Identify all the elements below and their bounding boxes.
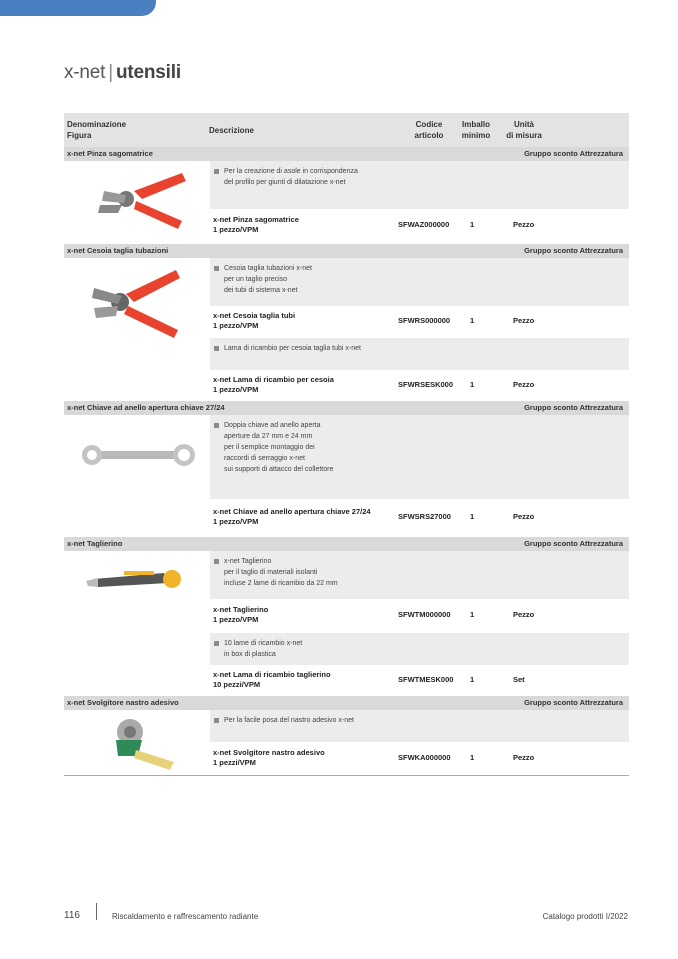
table-header xyxy=(64,113,629,147)
product-code: SFWKA000000 xyxy=(398,753,451,762)
product-line xyxy=(210,499,629,537)
table-row xyxy=(64,551,629,696)
title-prefix: x-net xyxy=(64,62,106,83)
product-unit: Pezzo xyxy=(513,220,535,229)
product-line xyxy=(210,742,629,775)
product-qty: 1 xyxy=(470,753,475,762)
footer-divider xyxy=(96,903,97,920)
item-note: 10 lame di ricambio x-net in box di plastica xyxy=(210,633,629,665)
product-code: SFWSRS27000 xyxy=(398,512,451,521)
product-qty: 1 xyxy=(470,610,475,619)
product-line xyxy=(210,665,629,696)
item-note: Doppia chiave ad anello aperta aperture da 27 mm e 24 mm per il semplice montaggio dei raccordi di serraggio x-net sui supporti di attacco del collettore xyxy=(210,415,629,499)
item-note: Per la creazione di asole in corrispondenza del profilo per giunti di dilatazione x-net xyxy=(210,161,629,209)
section-header: x-net Pinza sagomatrice Gruppo sconto Attrezzatura xyxy=(64,147,629,161)
table-row xyxy=(64,415,629,537)
product-pack: 1 pezzo/VPM xyxy=(213,615,259,624)
product-unit: Pezzo xyxy=(513,380,535,389)
section-header: x-net Svolgitore nastro adesivo Gruppo sconto Attrezzatura xyxy=(64,696,629,710)
footer-right-text: Catalogo prodotti I/2022 xyxy=(542,912,628,921)
ring-spanner-image xyxy=(64,415,209,495)
product-name: x-net Lama di ricambio taglierino xyxy=(213,670,331,679)
product-pack: 1 pezzo/VPM xyxy=(213,321,259,330)
product-qty: 1 xyxy=(470,675,475,684)
product-pack: 1 pezzo/VPM xyxy=(213,517,259,526)
product-unit: Pezzo xyxy=(513,316,535,325)
title-main: utensili xyxy=(116,62,181,83)
item-note: x-net Taglierino per il taglio di materiali isolanti incluse 2 lame di ricambio da 22 mm xyxy=(210,551,629,599)
item-note: Per la facile posa del nastro adesivo x-net xyxy=(210,710,629,742)
header-unit: Unità di misura xyxy=(506,120,542,140)
product-pack: 1 pezzi/VPM xyxy=(213,758,256,767)
product-pack: 1 pezzo/VPM xyxy=(213,225,259,234)
product-code: SFWTM000000 xyxy=(398,610,451,619)
title-separator: | xyxy=(108,62,113,83)
footer-left-text: Riscaldamento e raffrescamento radiante xyxy=(112,912,259,921)
product-name: x-net Svolgitore nastro adesivo xyxy=(213,748,325,757)
product-line xyxy=(210,209,629,244)
product-name: x-net Cesoia taglia tubi xyxy=(213,311,296,320)
product-table xyxy=(64,113,629,775)
product-qty: 1 xyxy=(470,512,475,521)
table-row xyxy=(64,710,629,775)
product-name: x-net Taglierino xyxy=(213,605,269,614)
product-qty: 1 xyxy=(470,220,475,229)
pipe-cutter-image xyxy=(64,258,209,348)
product-name: x-net Pinza sagomatrice xyxy=(213,215,299,224)
product-code: SFWRSESK000 xyxy=(398,380,454,389)
product-code: SFWAZ000000 xyxy=(398,220,450,229)
page-title xyxy=(64,62,181,84)
page-number: 116 xyxy=(64,910,80,921)
table-row xyxy=(64,161,629,244)
header-code: Codice articolo xyxy=(414,120,444,140)
product-line xyxy=(210,306,629,338)
product-code: SFWRS000000 xyxy=(398,316,451,325)
product-code: SFWTMESK000 xyxy=(398,675,454,684)
item-note: Lama di ricambio per cesoia taglia tubi x-net xyxy=(210,338,629,370)
section-header: x-net Taglierino Gruppo sconto Attrezzatura xyxy=(64,537,629,551)
crimping-pliers-image xyxy=(64,161,209,244)
product-name: x-net Lama di ricambio per cesoia xyxy=(213,375,334,384)
product-pack: 10 pezzi/VPM xyxy=(213,680,261,689)
product-line xyxy=(210,370,629,401)
product-line xyxy=(210,599,629,633)
product-qty: 1 xyxy=(470,380,475,389)
table-row xyxy=(64,258,629,401)
tape-dispenser-image xyxy=(64,710,209,775)
header-name: Denominazione Figura xyxy=(67,120,127,140)
top-tab-decoration xyxy=(0,0,156,16)
utility-knife-image xyxy=(64,551,209,611)
section-header: x-net Chiave ad anello apertura chiave 27/24 Gruppo sconto Attrezzatura xyxy=(64,401,629,415)
header-desc: Descrizione xyxy=(209,126,254,135)
product-unit: Set xyxy=(513,675,525,684)
product-name: x-net Chiave ad anello apertura chiave 27/24 xyxy=(213,507,371,516)
header-pack: Imballo minimo xyxy=(461,120,491,140)
product-unit: Pezzo xyxy=(513,753,535,762)
product-pack: 1 pezzo/VPM xyxy=(213,385,259,394)
item-note: Cesoia taglia tubazioni x-net per un taglio preciso dei tubi di sistema x-net xyxy=(210,258,629,306)
table-bottom-rule xyxy=(64,775,629,776)
product-qty: 1 xyxy=(470,316,475,325)
product-unit: Pezzo xyxy=(513,512,535,521)
section-header: x-net Cesoia taglia tubazioni Gruppo sconto Attrezzatura xyxy=(64,244,629,258)
product-unit: Pezzo xyxy=(513,610,535,619)
